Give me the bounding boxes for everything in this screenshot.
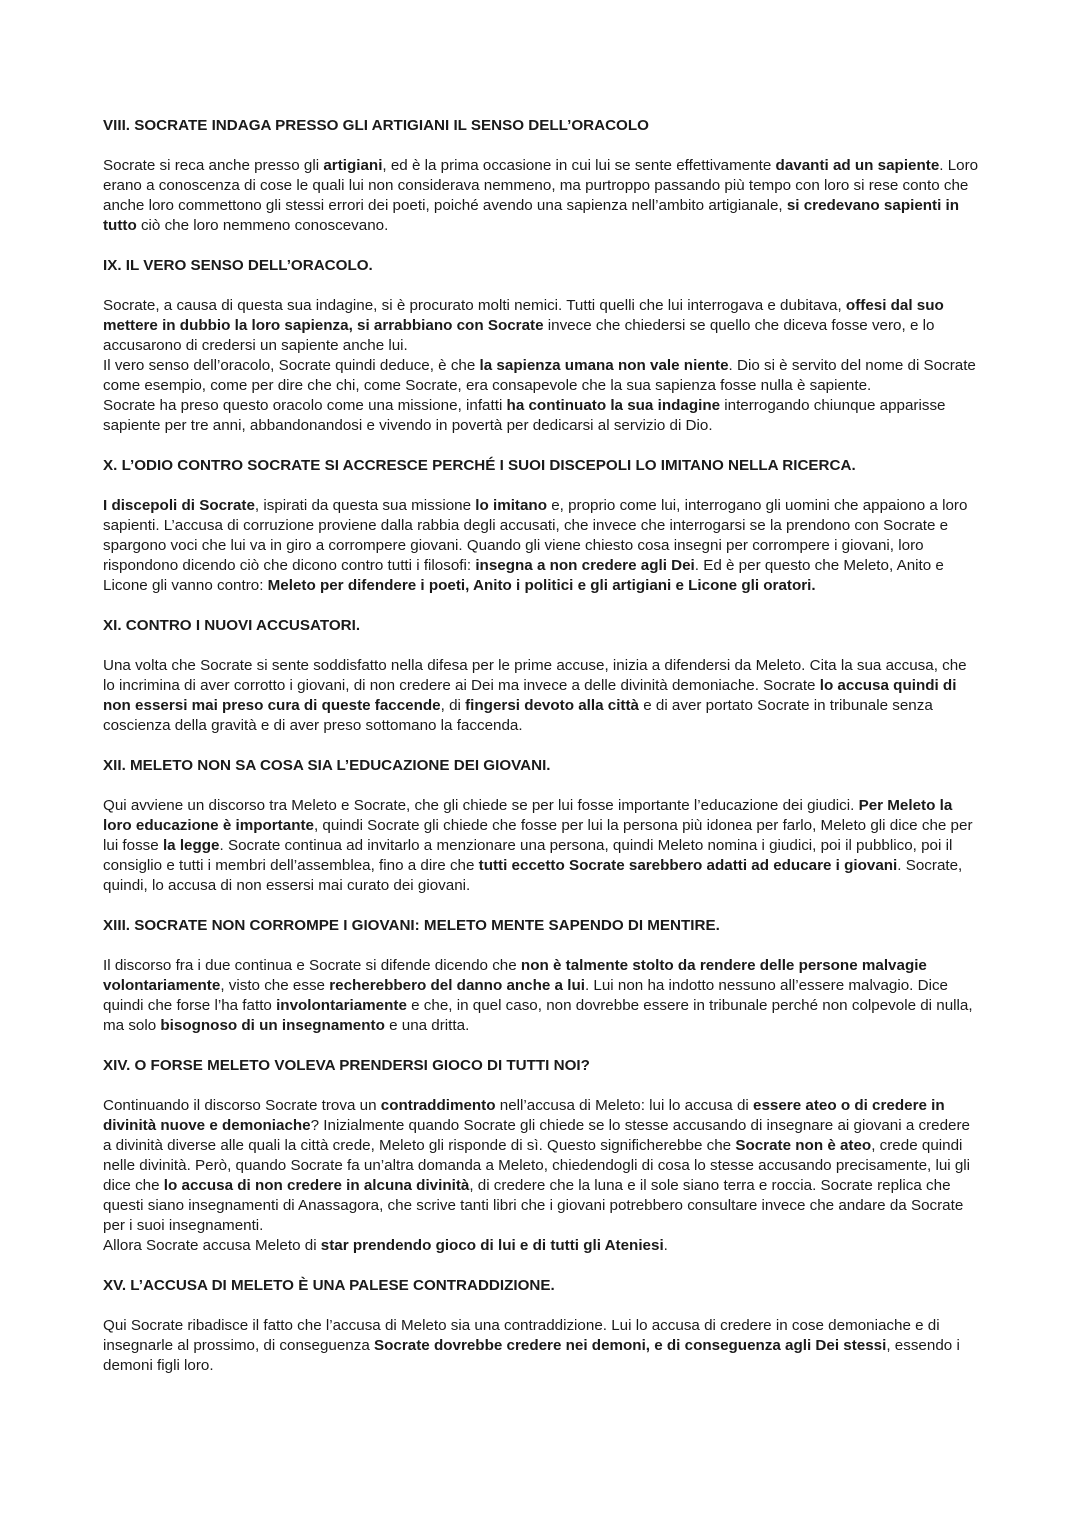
bold-text: offesi dal suo mettere in dubbio la loro sapienza, si arrabbiano con Socrate bbox=[103, 297, 944, 334]
section-body bbox=[103, 796, 979, 896]
text-run: Il vero senso dell’oracolo, Socrate quindi deduce, è che bbox=[103, 357, 480, 374]
text-run: Socrate si reca anche presso gli bbox=[103, 157, 324, 174]
bold-text: essere ateo o di credere in divinità nuove e demoniache bbox=[103, 1097, 945, 1134]
document-section bbox=[103, 916, 979, 1036]
body-paragraph bbox=[103, 1236, 979, 1256]
bold-text: la sapienza umana non vale niente bbox=[479, 357, 729, 374]
body-paragraph bbox=[103, 356, 979, 396]
text-run: , essendo i demoni figli loro. bbox=[103, 1337, 960, 1374]
text-run: e di aver portato Socrate in tribunale senza coscienza della gravità e di aver preso sottomano la faccenda. bbox=[103, 697, 933, 734]
document-section bbox=[103, 116, 979, 236]
text-run: Qui avviene un discorso tra Meleto e Socrate, che gli chiede se per lui fosse importante l’educazione dei giudici. bbox=[103, 797, 859, 814]
bold-text: non è talmente stolto da rendere delle persone malvagie volontariamente bbox=[103, 957, 927, 994]
text-run: , crede quindi nelle divinità. Però, quando Socrate fa un’altra domanda a Meleto, chiedendogli di cosa lo stesse accusando precisamente, lui gli dice che bbox=[103, 1137, 971, 1194]
document-section bbox=[103, 456, 979, 596]
section-heading: VIII. SOCRATE INDAGA PRESSO GLI ARTIGIANI IL SENSO DELL’ORACOLO bbox=[103, 117, 649, 134]
bold-text: si credevano sapienti in tutto bbox=[103, 197, 960, 234]
section-heading: XI. CONTRO I NUOVI ACCUSATORI. bbox=[103, 617, 361, 634]
text-run: Continuando il discorso Socrate trova un bbox=[103, 1097, 381, 1114]
text-run: . Lui non ha indotto nessuno all’essere malvagio. Dice quindi che forse l’ha fatto bbox=[103, 977, 948, 1014]
text-run: . Loro erano a conoscenza di cose le quali lui non considerava nemmeno, ma purtroppo passando più tempo con loro si rese conto che anche loro commettono gli stessi errori dei poeti, poiché avendo una sapienza nell’ambito artigianale, bbox=[103, 157, 979, 214]
bold-text: ha continuato la sua indagine bbox=[506, 397, 721, 414]
text-run: Qui Socrate ribadisce il fatto che l’accusa di Meleto sia una contraddizione. Lui lo accusa di credere in cose demoniache e di insegnarle al prossimo, di conseguenza bbox=[103, 1317, 940, 1354]
document-section bbox=[103, 1276, 979, 1376]
bold-text: Meleto per difendere i poeti, Anito i politici e gli artigiani e Licone gli oratori. bbox=[267, 577, 816, 594]
body-paragraph bbox=[103, 296, 979, 356]
section-body bbox=[103, 656, 979, 736]
text-run: e, proprio come lui, interrogano gli uomini che appaiono a loro sapienti. L’accusa di corruzione proviene dalla rabbia degli accusati, che invece che interrogarsi se la prendono con Socrate e spargono voci che lui va in giro a corrompere giovani. Quando gli viene chiesto cosa insegni per corrompere i giovani, loro rispondono dicendo ciò che dicono contro tutti i filosofi: bbox=[103, 497, 968, 574]
document-section bbox=[103, 256, 979, 436]
text-run: , ed è la prima occasione in cui lui se sente effettivamente bbox=[382, 157, 776, 174]
text-run: interrogando chiunque apparisse sapiente per tre anni, abbandonandosi e vivendo in povertà per dedicarsi al servizio di Dio. bbox=[103, 397, 946, 434]
text-run: invece che chiedersi se quello che diceva fosse vero, e lo accusarono di credersi un sapiente anche lui. bbox=[103, 317, 935, 354]
bold-text: fingersi devoto alla città bbox=[465, 697, 639, 714]
text-run: ? Inizialmente quando Socrate gli chiede se lo stesse accusando di insegnare ai giovani a credere a divinità diverse alle quali la città crede, Meleto gli risponde di sì. Questo significherebbe che bbox=[103, 1117, 971, 1154]
body-paragraph bbox=[103, 396, 979, 436]
bold-text: lo accusa quindi di non essersi mai preso cura di queste faccende bbox=[103, 677, 957, 714]
section-body bbox=[103, 496, 979, 596]
body-paragraph bbox=[103, 956, 979, 1036]
section-body bbox=[103, 1096, 979, 1256]
text-run: , ispirati da questa sua missione bbox=[254, 497, 476, 514]
text-run: , di credere che la luna e il sole siano terra e roccia. Socrate replica che questi siano insegnamenti di Anassagora, che scrive tanti libri che i giovani potrebbero consultare invece che andare da Socrate per i suoi insegnamenti. bbox=[103, 1177, 964, 1234]
text-run: . Socrate continua ad invitarlo a menzionare una persona, quindi Meleto nomina i giudici, poi il pubblico, poi il consiglio e tutti i membri dell’assemblea, fino a dire che bbox=[103, 837, 953, 874]
text-run: Socrate ha preso questo oracolo come una missione, infatti bbox=[103, 397, 507, 414]
section-heading: XIV. O FORSE MELETO VOLEVA PRENDERSI GIOCO DI TUTTI NOI? bbox=[103, 1057, 590, 1074]
bold-text: bisognoso di un insegnamento bbox=[160, 1017, 385, 1034]
body-paragraph bbox=[103, 496, 979, 596]
section-heading: XII. MELETO NON SA COSA SIA L’EDUCAZIONE DEI GIOVANI. bbox=[103, 757, 551, 774]
bold-text: Socrate dovrebbe credere nei demoni, e di conseguenza agli Dei stessi bbox=[374, 1337, 887, 1354]
bold-text: lo imitano bbox=[475, 497, 547, 514]
text-run: Socrate, a causa di questa sua indagine, si è procurato molti nemici. Tutti quelli che lui interrogava e dubitava, bbox=[103, 297, 846, 314]
document-section bbox=[103, 756, 979, 896]
bold-text: davanti ad un sapiente bbox=[775, 157, 940, 174]
text-run: Allora Socrate accusa Meleto di bbox=[103, 1237, 321, 1254]
text-run: , quindi Socrate gli chiede che fosse per lui la persona più idonea per farlo, Meleto gli dice che per lui fosse bbox=[103, 817, 973, 854]
bold-text: contraddimento bbox=[380, 1097, 496, 1114]
text-run: , visto che esse bbox=[220, 977, 330, 994]
section-body bbox=[103, 1316, 979, 1376]
body-paragraph bbox=[103, 656, 979, 736]
text-run: e una dritta. bbox=[384, 1017, 470, 1034]
section-heading: X. L’ODIO CONTRO SOCRATE SI ACCRESCE PERCHÉ I SUOI DISCEPOLI LO IMITANO NELLA RICERCA. bbox=[103, 457, 856, 474]
body-paragraph bbox=[103, 1316, 979, 1376]
bold-text: Socrate non è ateo bbox=[735, 1137, 872, 1154]
text-run: Una volta che Socrate si sente soddisfatto nella difesa per le prime accuse, inizia a difendersi da Meleto. Cita la sua accusa, che lo incrimina di aver corrotto i giovani, di non credere ai Dei ma invece a delle divinità demoniache. Socrate bbox=[103, 657, 967, 694]
body-paragraph bbox=[103, 796, 979, 896]
bold-text: involontariamente bbox=[276, 997, 407, 1014]
text-run: nell’accusa di Meleto: lui lo accusa di bbox=[495, 1097, 754, 1114]
document-section bbox=[103, 1056, 979, 1256]
text-run: . Socrate, quindi, lo accusa di non essersi mai curato dei giovani. bbox=[103, 857, 963, 894]
document-section bbox=[103, 616, 979, 736]
bold-text: insegna a non credere agli Dei bbox=[475, 557, 695, 574]
document-page bbox=[103, 116, 979, 1396]
text-run: . Dio si è servito del nome di Socrate come esempio, come per dire che chi, come Socrate, era consapevole che la sua sapienza fosse nulla è sapiente. bbox=[103, 357, 976, 394]
section-heading: IX. IL VERO SENSO DELL’ORACOLO. bbox=[103, 257, 373, 274]
bold-text: Per Meleto la loro educazione è importante bbox=[103, 797, 953, 834]
bold-text: lo accusa di non credere in alcuna divinità bbox=[163, 1177, 470, 1194]
section-body bbox=[103, 296, 979, 436]
text-run: Il discorso fra i due continua e Socrate si difende dicendo che bbox=[103, 957, 521, 974]
section-body bbox=[103, 956, 979, 1036]
bold-text: tutti eccetto Socrate sarebbero adatti ad educare i giovani bbox=[478, 857, 898, 874]
text-run: , di bbox=[440, 697, 466, 714]
text-run: ciò che loro nemmeno conoscevano. bbox=[136, 217, 389, 234]
section-heading: XV. L’ACCUSA DI MELETO È UNA PALESE CONTRADDIZIONE. bbox=[103, 1277, 555, 1294]
bold-text: artigiani bbox=[323, 157, 383, 174]
section-body bbox=[103, 156, 979, 236]
text-run: e che, in quel caso, non dovrebbe essere in tribunale perché non colpevole di nulla, ma solo bbox=[103, 997, 973, 1034]
section-heading: XIII. SOCRATE NON CORROMPE I GIOVANI: MELETO MENTE SAPENDO DI MENTIRE. bbox=[103, 917, 720, 934]
text-run: . bbox=[663, 1237, 668, 1254]
bold-text: I discepoli di Socrate bbox=[103, 497, 255, 514]
bold-text: la legge bbox=[162, 837, 220, 854]
bold-text: recherebbero del danno anche a lui bbox=[329, 977, 585, 994]
text-run: . Ed è per questo che Meleto, Anito e Licone gli vanno contro: bbox=[103, 557, 944, 594]
bold-text: star prendendo gioco di lui e di tutti gli Ateniesi bbox=[320, 1237, 664, 1254]
body-paragraph bbox=[103, 156, 979, 236]
body-paragraph bbox=[103, 1096, 979, 1236]
